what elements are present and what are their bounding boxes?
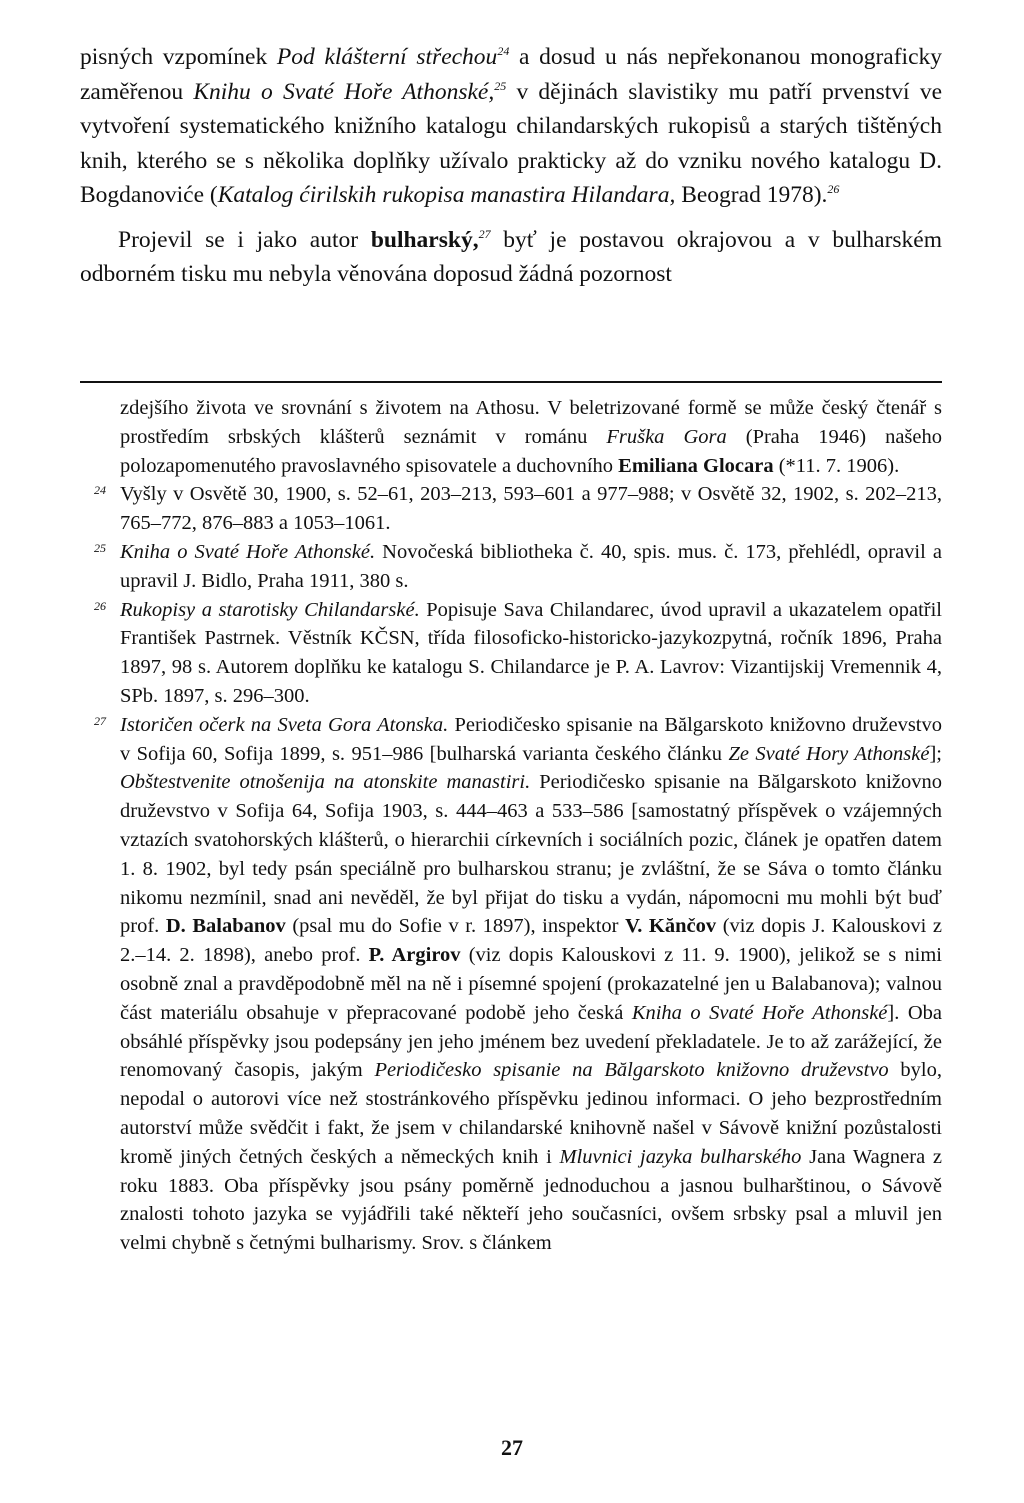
footnote-ref[interactable]: 26	[827, 182, 840, 197]
footnote-ref[interactable]: 25	[494, 78, 507, 93]
text-span: pisných vzpomínek	[80, 44, 277, 70]
text-span: (psal mu do Sofie v r. 1897), inspektor	[285, 915, 626, 938]
italic-title: Fruška Gora	[606, 425, 727, 448]
text-span: (Praha 1946) našeho polozapomenutého pravoslavného spisovatele a duchovního	[120, 425, 943, 477]
footnote-separator	[80, 381, 942, 383]
italic-title: Katalog ćirilskih rukopisa manastira Hilandara,	[217, 182, 676, 208]
footnote-ref[interactable]: 24	[497, 44, 510, 59]
text-span: Jana Wagnera z roku 1883. Oba příspěvky jsou psány poměrně jednoduchou a jasnou bulharštinou, o Sávově znalosti tohoto jazyka se vyjádřili také někteří jeho současníci, ovšem srbsky psal a mluvil jen velmi chybně s četnými bulharismy. Srov. s článkem	[120, 1145, 942, 1255]
main-text	[80, 40, 942, 292]
text-span: ]. Oba obsáhlé příspěvky jsou podepsány jen jeho jménem bez uvedení překladatele. Je to až zarážející, že renomovaný časopis, jakým	[120, 1001, 942, 1082]
text-span: Novočeská bibliotheka č. 40, spis. mus. č. 173, přehlédl, opravil a upravil J. Bidlo, Praha 1911, 380 s.	[120, 540, 942, 592]
text-span: Popisuje Sava Chilandarec, úvod upravil a ukazatelem opatřil František Pastrnek. Věstník KČSN, třída filosoficko-historicko-jazykozpytná, ročník 1896, Praha 1897, 98 s. Autorem doplňku ke katalogu S. Chilandarce je P. A. Lavrov: Vizantijskij Vremennik 4, SPb. 1897, s. 296–300.	[120, 598, 943, 707]
page-number: 27	[501, 1435, 523, 1460]
bold-name: V. Kănčov	[625, 915, 717, 938]
italic-title: Kniha o Svaté Hoře Athonské.	[120, 540, 376, 563]
text-span: ];	[929, 742, 942, 765]
text-span: (viz dopis Kalouskovi z 11. 9. 1900), jelikož se s nimi osobně znal a pravděpodobně měl na ně i písemné spojení (prokazatelné jen u Balabanova); valnou část materiálu obsahuje v přepracované podobě jeho česká	[120, 944, 942, 1024]
bold-name: P. Argirov	[368, 944, 461, 967]
text-span: v dějinách slavistiky mu patří prvenství ve vytvoření systematického knižního katalogu chilandarských rukopisů a starých tištěných knih, kterého se s několika doplňky užívalo prakticky až do vzniku nového katalogu D. Bogdanoviće (	[80, 78, 943, 208]
text-span: Vyšly v Osvětě 30, 1900, s. 52–61, 203–213, 593–601 a 977–988; v Osvětě 32, 1902, s. 202–213, 765–772, 876–883 a 1053–1061.	[120, 483, 942, 535]
italic-title: Ze Svaté Hory Athonské	[728, 742, 930, 765]
footnote-26	[80, 596, 942, 711]
footnote-24	[80, 480, 942, 538]
italic-title: Knihu o Svaté Hoře Athonské,	[193, 78, 495, 105]
text-span: zdejšího života ve srovnání s životem na Athosu. V beletrizované formě se může český čtenář s prostředím srbských klášterů seznámit v románu	[120, 397, 942, 448]
footnote-continuation	[80, 394, 942, 480]
text-span: (viz dopis J. Kalouskovi z 2.–14. 2. 1898), anebo prof.	[120, 915, 942, 967]
footnote-ref[interactable]: 27	[478, 226, 491, 241]
text-span: a dosud u nás nepřekonanou monograficky zaměřenou	[80, 44, 943, 105]
footnote-number: 27	[94, 713, 106, 728]
footnote-number: 26	[94, 598, 106, 613]
italic-title: Mluvnici jazyka bulharského	[559, 1145, 802, 1168]
italic-title: Obštestvenite otnošenija na atonskite manastiri.	[120, 771, 531, 794]
paragraph-1	[80, 40, 942, 213]
text-span: Beograd 1978).	[675, 182, 828, 208]
text-span: bylo, nepodal o autorovi více než stostránkového příspěvku jedinou informaci. O jeho bezprostředním autorství může svědčit i fakt, že jsem v chilandarské knihovně našel v Sávově knižní pozůstalosti kromě jiných četných českých a německých knih i	[120, 1059, 942, 1168]
footnote-25	[80, 538, 942, 596]
text-span: (*11. 7. 1906).	[773, 454, 900, 477]
text-span: Periodičesko spisanie na Bălgarskoto knižovno druževstvo v Sofija 64, Sofija 1903, s. 444–463 a 533–586 [samostatný příspěvek o vzájemných vztazích svatohorských klášterů, o hierarchii církevních i sociálních pozic, článek je opatřen datem 1. 8. 1902, byl tedy psán speciálně pro bulharskou stranu; je zvláštní, že se Sáva o tomto článku nikomu nezmínil, snad ani nevěděl, že byl přijat do tisku a vydán, nápomocni mu mohli být buď prof.	[120, 771, 942, 938]
bold-name: D. Balabanov	[165, 915, 286, 938]
italic-title: Pod klášterní střechou	[276, 44, 498, 70]
italic-title: Istoričen očerk na Sveta Gora Atonska.	[120, 713, 449, 736]
footnote-27	[80, 711, 942, 1258]
italic-title: Kniha o Svaté Hoře Athonské	[631, 1001, 888, 1024]
text-span: Periodičesko spisanie na Bălgarskoto knižovno druževstvo v Sofija 60, Sofija 1899, s. 951–986 [bulharská varianta českého článku	[120, 713, 942, 765]
paragraph-2	[80, 223, 942, 292]
bold-name: Emiliana Glocara	[618, 454, 774, 477]
italic-title: Periodičesko spisanie na Bălgarskoto knižovno druževstvo	[374, 1059, 889, 1082]
text-span: Projevil se i jako autor	[118, 226, 371, 253]
italic-title: Rukopisy a starotisky Chilandarské.	[120, 598, 420, 621]
footnotes	[80, 394, 942, 1258]
text-span: byť je postavou okrajovou a v bulharském odborném tisku mu nebyla věnována doposud žádná pozornost	[80, 226, 942, 287]
bold-term: bulharský,	[370, 226, 479, 253]
footnote-number: 24	[94, 483, 106, 498]
footnote-number: 25	[94, 540, 106, 555]
